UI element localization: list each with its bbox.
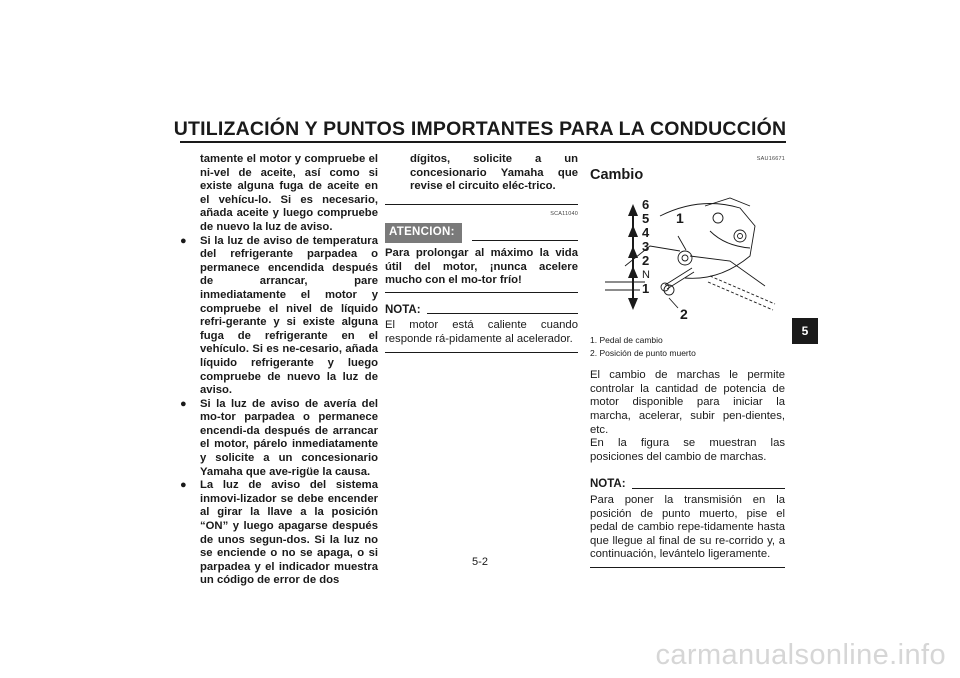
divider bbox=[385, 204, 578, 205]
caution-badge: ATENCION: bbox=[385, 223, 462, 243]
body-paragraph: El cambio de marchas le permite controlar la cantidad de potencia de motor disponible para iniciar la marcha, acelerar, subir pen-dientes, etc. bbox=[590, 369, 785, 436]
watermark: carmanualsonline.info bbox=[655, 639, 946, 671]
bullet-text: Si la luz de aviso de temperatura del refrigerante parpadea o permanece encendida después de arrancar, pare inmediatamente el motor y compruebe el nivel de líquido refri-gerante y si existe alguna fuga de refrigerante en el vehículo. Si es ne-cesario, añada líquido refrigerante y luego compruebe de nuevo la luz de aviso. bbox=[200, 234, 378, 397]
caution-rule bbox=[472, 240, 578, 241]
header-rule bbox=[180, 141, 786, 143]
note-heading bbox=[385, 304, 578, 318]
chapter-tab: 5 bbox=[792, 318, 818, 344]
continuation-paragraph: dígitos, solicite a un concesionario Yamaha que revise el circuito eléc-trico. bbox=[410, 153, 578, 193]
page-header bbox=[0, 118, 960, 141]
right-column bbox=[590, 153, 785, 568]
figure-captions bbox=[590, 334, 785, 360]
note-rule bbox=[632, 488, 785, 489]
gear-label-neutral: N bbox=[642, 269, 650, 282]
note-label: NOTA: bbox=[590, 478, 626, 491]
gear-label: 1 bbox=[642, 281, 650, 297]
caution-heading bbox=[385, 223, 578, 243]
bullet-item bbox=[175, 479, 378, 588]
page-number: 5-2 bbox=[472, 556, 488, 568]
divider bbox=[385, 292, 578, 293]
bullet-item bbox=[175, 235, 378, 398]
divider bbox=[385, 352, 578, 353]
caption-item: 2. Posición de punto muerto bbox=[590, 348, 696, 359]
note-text: Para poner la transmisión en la posición de punto muerto, pise el pedal de cambio repe-tidamente hasta que llegue al final de su re-corrido y, a continuación, levántelo ligeramente. bbox=[590, 493, 785, 561]
callout-number: 2 bbox=[680, 306, 688, 323]
middle-column bbox=[385, 153, 578, 353]
bullet-item bbox=[175, 398, 378, 480]
bullet-icon: ● bbox=[180, 397, 187, 410]
gear-label: 3 bbox=[642, 239, 650, 255]
section-title: Cambio bbox=[590, 166, 644, 183]
gear-label: 6 bbox=[642, 197, 650, 213]
left-column bbox=[175, 153, 378, 588]
note-heading bbox=[590, 478, 785, 492]
caption-item: 1. Pedal de cambio bbox=[590, 335, 663, 346]
note-text: El motor está caliente cuando responde rá-pidamente al acelerador. bbox=[385, 319, 578, 345]
caution-text: Para prolongar al máximo la vida útil del motor, ¡nunca acelere mucho con el mo-tor frío! bbox=[385, 246, 578, 287]
bullet-icon: ● bbox=[180, 479, 187, 492]
section-reference-code: SAU16671 bbox=[756, 156, 785, 162]
note-label: NOTA: bbox=[385, 303, 421, 316]
caution-reference-code: SCA11040 bbox=[550, 210, 578, 217]
body-paragraph: En la figura se muestran las posiciones del cambio de marchas. bbox=[590, 437, 785, 463]
gear-label-list bbox=[642, 198, 650, 296]
intro-paragraph: tamente el motor y compruebe el ni-vel de aceite, así como si existe alguna fuga de aceite en el vehícu-lo. Si es necesario, añada aceite y luego compruebe de nuevo la luz de aviso. bbox=[200, 153, 378, 233]
gear-label: 4 bbox=[642, 225, 650, 241]
chapter-title: UTILIZACIÓN Y PUNTOS IMPORTANTES PARA LA CONDUCCIÓN bbox=[173, 118, 787, 140]
bullet-text: Si la luz de aviso de avería del mo-tor parpadea o permanece encendi-da después de arrancar el motor, párelo inmediatamente y solicite a un concesionario Yamaha que ave-rigüe la causa. bbox=[200, 397, 378, 478]
gear-pedal-illustration bbox=[590, 186, 785, 326]
gear-label: 2 bbox=[642, 253, 650, 269]
bullet-icon: ● bbox=[180, 234, 187, 247]
callout-number: 1 bbox=[676, 210, 684, 227]
note-rule bbox=[427, 313, 578, 314]
gear-shift-figure bbox=[590, 186, 785, 326]
bullet-text: La luz de aviso del sistema inmovi-lizador se debe encender al girar la llave a la posición “ON” y luego apagarse después de unos segun-dos. Si la luz no se enciende o no se apaga, o si parpadea y el indicador muestra un código de error de dos bbox=[200, 479, 378, 587]
gear-label: 5 bbox=[642, 211, 650, 227]
